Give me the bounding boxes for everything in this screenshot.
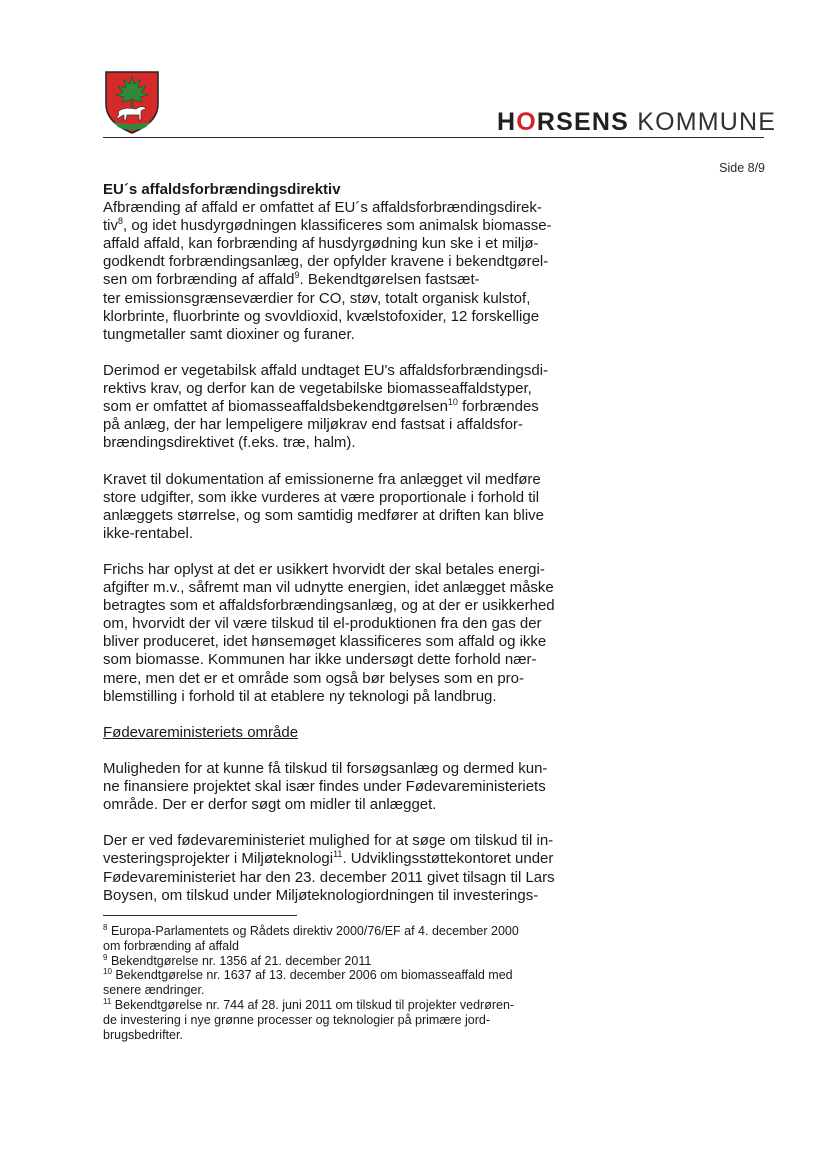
footnotes: [103, 924, 573, 1042]
footnote-ref[interactable]: 9: [294, 270, 300, 281]
text-line: mere, men det er et område som også bør belyses som en pro-: [103, 669, 525, 687]
text-line: [103, 398, 573, 416]
footnote-divider: [103, 915, 297, 916]
text-line: affald affald, kan forbrænding af husdyrgødning kun ske i et miljø-: [103, 235, 539, 253]
text-line: ter emissionsgrænseværdier for CO, støv, totalt organisk kulstof,: [103, 289, 531, 307]
footnote-number: 9: [103, 952, 108, 962]
text-line: godkendt forbrændingsanlæg, der opfylder kravene i bekendtgørel-: [103, 253, 549, 271]
text-line: de investering i nye grønne processer og teknologier på primære jord-: [103, 1012, 490, 1027]
text-line: Fødevareministeriet har den 23. december 2011 givet tilsagn til Lars: [103, 868, 555, 886]
footnote-number: 8: [103, 922, 108, 932]
text-line: som biomasse. Kommunen har ikke undersøgt dette forhold nær-: [103, 651, 537, 669]
footnote-ref[interactable]: 11: [333, 849, 343, 860]
footnote-9: [103, 954, 573, 969]
text-line: [103, 998, 573, 1013]
brand-word-kommune: KOMMUNE: [637, 108, 777, 136]
text-line: om forbrænding af affald: [103, 938, 239, 953]
text-span: Bekendtgørelse nr. 1356 af 21. december 2011: [110, 953, 372, 968]
paragraph-energy-taxes: [103, 561, 573, 706]
horsens-kommune-wordmark: [497, 108, 776, 137]
text-span: Europa-Parlamentets og Rådets direktiv 2000/76/EF af 4. december 2000: [110, 924, 519, 938]
footnote-ref[interactable]: 10: [447, 397, 458, 408]
text-span: vesteringsprojekter i Miljøteknologi: [103, 850, 334, 868]
text-line: brændingsdirektivet (f.eks. træ, halm).: [103, 434, 356, 452]
text-line: brugsbedrifter.: [103, 1027, 183, 1042]
text-line: Frichs har oplyst at det er usikkert hvorvidt der skal betales energi-: [103, 560, 545, 578]
section-heading-eu-directive: EU´s affaldsforbrændingsdirektiv: [103, 181, 341, 198]
text-line: om, hvorvidt der vil være tilskud til el-produktionen fra den gas der: [103, 615, 542, 633]
text-line: senere ændringer.: [103, 983, 205, 998]
section-heading-food-ministry: Fødevareministeriets område: [103, 723, 299, 741]
text-line: [103, 271, 573, 289]
text-line: område. Der er derfor søgt om midler til anlægget.: [103, 796, 437, 814]
text-span: , og idet husdyrgødningen klassificeres som animalsk biomasse-: [123, 217, 552, 235]
text-line: afgifter m.v., såfremt man vil udnytte energien, idet anlægget måske: [103, 579, 554, 597]
text-line: betragtes som et affaldsforbrændingsanlæg, og at der er usikkerhed: [103, 597, 555, 615]
text-line: [103, 217, 573, 235]
text-line: ikke-rentabel.: [103, 524, 194, 542]
paragraph-documentation-costs: [103, 471, 573, 543]
text-line: Der er ved fødevareministeriet mulighed for at søge om tilskud til in-: [103, 832, 554, 850]
brand-letter-o: O: [516, 108, 537, 136]
text-span: som er omfattet af biomasseaffaldsbekendtgørelsen: [103, 398, 448, 416]
text-line: Kravet til dokumentation af emissionerne fra anlægget vil medføre: [103, 470, 541, 488]
text-line: store udgifter, som ikke vurderes at være proportionale i forhold til: [103, 488, 540, 506]
page-number: Side 8/9: [719, 161, 765, 175]
paragraph-grant-possibility: [103, 760, 573, 814]
text-line: bliver produceret, idet hønsemøget klassificeres som affald og ikke: [103, 633, 547, 651]
paragraph-vegetable-waste: [103, 362, 573, 452]
text-line: klorbrinte, fluorbrinte og svovldioxid, kvælstofoxider, 12 forskellige: [103, 307, 540, 325]
text-line: blemstilling i forhold til at etablere ny teknologi på landbrug.: [103, 687, 497, 705]
brand-word-rsens: RSENS: [536, 108, 630, 136]
text-span: forbrændes: [457, 398, 539, 416]
text-span: Bekendtgørelse nr. 1637 af 13. december 2006 om biomasseaffald med: [115, 968, 513, 983]
header-divider: [103, 137, 764, 138]
paragraph-eu-directive: [103, 199, 573, 344]
text-line: på anlæg, der har lempeligere miljøkrav end fastsat i affaldsfor-: [103, 416, 523, 434]
text-line: [103, 968, 573, 983]
text-span: tiv: [103, 217, 118, 235]
text-line: [103, 924, 573, 939]
footnote-8: [103, 924, 573, 954]
text-span: Bekendtgørelse nr. 744 af 28. juni 2011 om tilskud til projekter vedrøren-: [114, 997, 515, 1012]
brand-letter-h: H: [497, 108, 517, 136]
horsens-crest-logo: [104, 70, 160, 134]
footnote-number: 11: [103, 996, 112, 1006]
text-span: . Udviklingsstøttekontoret under: [342, 850, 554, 868]
text-line: tungmetaller samt dioxiner og furaner.: [103, 325, 355, 343]
text-line: Afbrænding af affald er omfattet af EU´s affaldsforbrændingsdirek-: [103, 199, 542, 217]
text-span: . Bekendtgørelsen fastsæt-: [299, 271, 480, 289]
footnote-ref[interactable]: 8: [118, 216, 124, 227]
text-line: Boysen, om tilskud under Miljøteknologiordningen til investerings-: [103, 886, 539, 904]
footnote-10: [103, 968, 573, 998]
text-line: anlæggets størrelse, og som samtidig medfører at driften kan blive: [103, 506, 545, 524]
text-line: rektivs krav, og derfor kan de vegetabilske biomasseaffaldstyper,: [103, 380, 532, 398]
main-text: [103, 181, 573, 923]
footnote-11: [103, 998, 573, 1042]
text-span: sen om forbrænding af affald: [103, 271, 295, 289]
text-line: Muligheden for at kunne få tilskud til forsøgsanlæg og dermed kun-: [103, 760, 548, 777]
text-line: ne finansiere projektet skal især findes under Fødevareministeriets: [103, 778, 546, 796]
footnote-number: 10: [103, 967, 112, 977]
text-line: [103, 954, 573, 969]
text-line: [103, 850, 573, 868]
paragraph-environmental-technology: [103, 832, 573, 904]
text-line: Derimod er vegetabilsk affald undtaget EU's affaldsforbrændingsdi-: [103, 361, 549, 379]
